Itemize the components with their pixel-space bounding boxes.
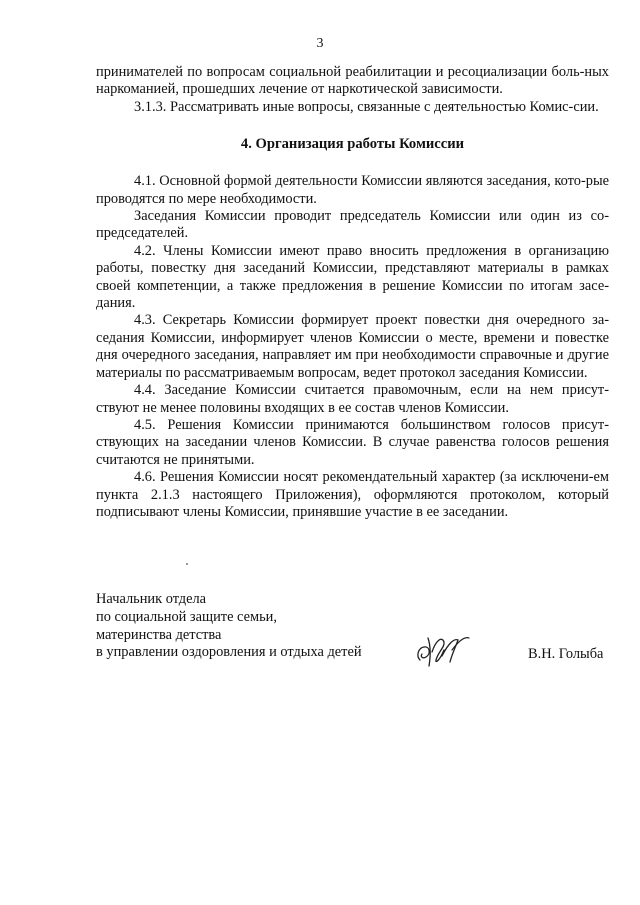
handwritten-signature-icon	[414, 630, 472, 670]
signatory-title	[96, 591, 396, 662]
paragraph-4-4: 4.4. Заседание Комиссии считается правомочным, если на нем присут-ствуют не менее половины входящих в ее состав членов Комиссии.	[96, 382, 609, 416]
paragraph-4-5: 4.5. Решения Комиссии принимаются большинством голосов присут-ствующих на заседании членов Комиссии. В случае равенства голосов решения считаются не принятыми.	[96, 416, 609, 468]
signatory-name: В.Н. Голыба	[528, 646, 604, 662]
signatory-title-line: материнства детства	[96, 626, 222, 643]
signatory-title-line: в управлении оздоровления и отдыха детей	[96, 644, 362, 661]
paragraph-3-1-3: 3.1.3. Рассматривать иные вопросы, связанные с деятельностью Комис-сии.	[134, 98, 599, 115]
page-number: 3	[316, 36, 324, 51]
intro-continuation-paragraph: принимателей по вопросам социальной реабилитации и ресоциализации боль-ных наркоманией, прошедших лечение от наркотической зависимости.	[96, 64, 609, 98]
paragraph-4-2: 4.2. Члены Комиссии имеют право вносить предложения в организацию работы, повестку дня заседаний Комиссии, представляют материалы в рамках своей компетенции, а также предложения в решение Комиссии по итогам засе-дания.	[96, 242, 609, 312]
scan-speck	[186, 563, 188, 565]
signatory-title-line: по социальной защите семьи,	[96, 608, 277, 625]
section-4-heading: 4. Организация работы Комиссии	[240, 136, 465, 153]
signatory-title-line: Начальник отдела	[96, 591, 207, 607]
paragraph-4-1-chair: Заседания Комиссии проводит председатель Комиссии или один из со-председателей.	[96, 208, 609, 242]
document-body	[96, 64, 609, 521]
paragraph-4-1: 4.1. Основной формой деятельности Комиссии являются заседания, кото-рые проводятся по мере необходимости.	[96, 173, 609, 207]
paragraph-4-6: 4.6. Решения Комиссии носят рекомендательный характер (за исключени-ем пункта 2.1.3 настоящего Приложения), оформляются протоколом, который подписывают члены Комиссии, принявшие участие в ее заседании.	[96, 469, 609, 520]
paragraph-4-3: 4.3. Секретарь Комиссии формирует проект повестки дня очередного за-седания Комиссии, информирует членов Комиссии о месте, времени и повестке дня очередного заседания, направляет им при необходимости справочные и другие материалы по рассматриваемым вопросам, ведет протокол заседания Комиссии.	[96, 312, 609, 381]
